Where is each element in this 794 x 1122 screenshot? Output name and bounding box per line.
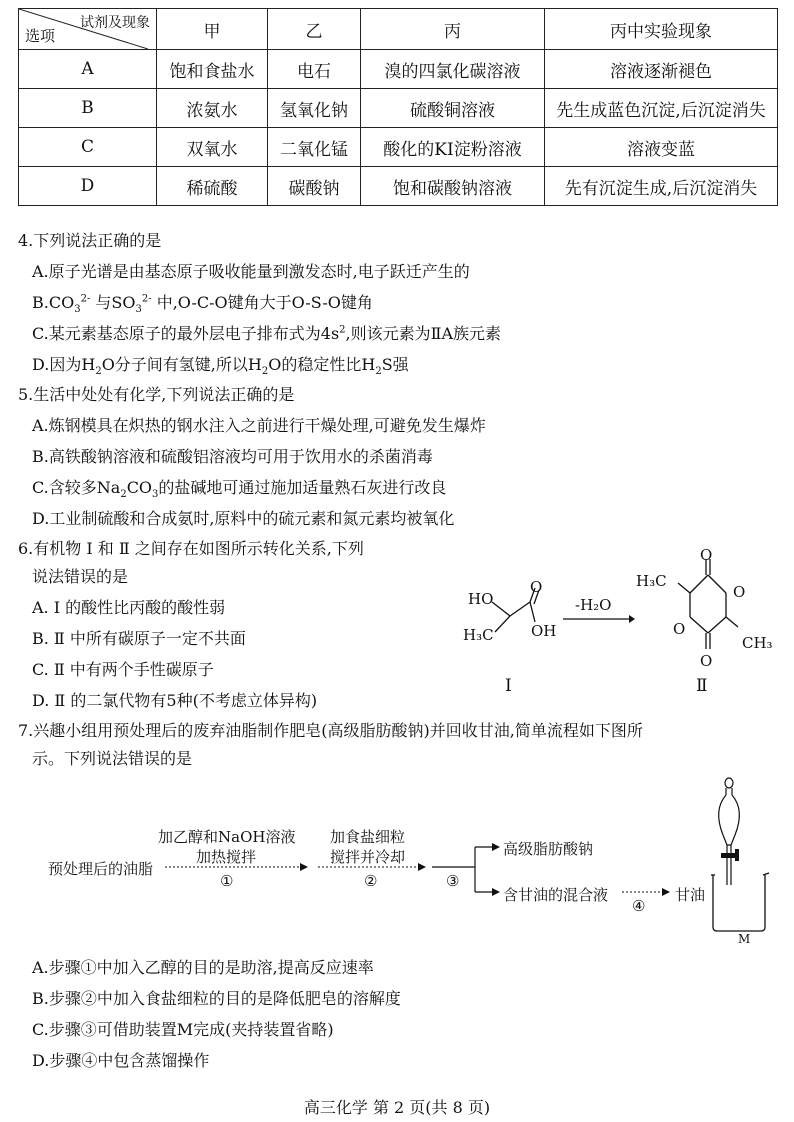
- text: CO: [126, 478, 153, 497]
- q4-option-d: [32, 354, 409, 376]
- superscript: 2: [339, 324, 346, 336]
- text: O的稳定性比H: [268, 355, 376, 374]
- superscript: 2-: [80, 293, 91, 305]
- q7-option-a: A.步骤①中加入乙醇的目的是助溶,提高反应速率: [32, 958, 374, 977]
- q5-option-d: D.工业制硫酸和合成氨时,原料中的硫元素和氮元素均被氧化: [32, 509, 455, 528]
- q4-option-a: A.原子光谱是由基态原子吸收能量到激发态时,电子跃迁产生的: [32, 262, 470, 281]
- text: S强: [381, 355, 409, 374]
- flow-step1-reagent: 加乙醇和NaOH溶液: [158, 828, 296, 846]
- table-cell: 电石: [268, 50, 361, 89]
- flow-step3-number: ③: [446, 872, 460, 890]
- q6-option-c: C. Ⅱ 中有两个手性碳原子: [32, 660, 214, 679]
- text: B.CO: [32, 293, 75, 312]
- q6-stem-2: 说法错误的是: [32, 567, 129, 586]
- flow-output-soap: 高级脂肪酸钠: [503, 840, 594, 858]
- mol2-o-bottom: O: [700, 652, 713, 670]
- header-cell: 甲: [157, 9, 268, 50]
- text: C.某元素基态原子的最外层电子排布式为4s: [32, 324, 340, 343]
- table-cell: 酸化的KI淀粉溶液: [361, 128, 545, 167]
- q6-option-b: B. Ⅱ 中所有碳原子一定不共面: [32, 629, 246, 648]
- q4-option-b: [32, 292, 373, 314]
- table-cell: 双氧水: [157, 128, 268, 167]
- text: 与SO: [90, 293, 136, 312]
- text: O分子间有氢键,所以H: [101, 355, 262, 374]
- q5-option-b: B.高铁酸钠溶液和硫酸铝溶液均可用于饮用水的杀菌消毒: [32, 447, 433, 466]
- structure-II-bonds: [640, 545, 790, 685]
- flow-step1-number: ①: [220, 872, 234, 890]
- flow-arrows: [0, 800, 794, 950]
- table-cell: 溶液变蓝: [545, 128, 778, 167]
- table-cell: A: [19, 50, 157, 89]
- flow-end: 甘油: [675, 886, 706, 904]
- table-cell: 溶液逐渐褪色: [545, 50, 778, 89]
- q7-stem-1: 7.兴趣小组用预处理后的废弃油脂制作肥皂(高级脂肪酸钠)并回收甘油,简单流程如下图所: [18, 721, 643, 740]
- table-cell: B: [19, 89, 157, 128]
- flow-step2-number: ②: [364, 872, 378, 890]
- q5-option-c: [32, 477, 446, 499]
- q6-option-a: A. Ⅰ 的酸性比丙酸的酸性弱: [32, 598, 226, 617]
- mol1-oh: OH: [531, 622, 557, 640]
- header-reagents-label: 试剂及现象: [80, 15, 150, 31]
- q5-stem: 5.生活中处处有化学,下列说法正确的是: [18, 385, 295, 404]
- table-cell: 溴的四氯化碳溶液: [361, 50, 545, 89]
- mol2-o-top: O: [700, 546, 713, 564]
- subscript: 2: [261, 366, 269, 378]
- table-cell: 稀硫酸: [157, 167, 268, 206]
- reagent-table: [18, 8, 778, 206]
- header-option-label: 选项: [25, 27, 56, 45]
- flow-start: 预处理后的油脂: [48, 860, 154, 878]
- table-cell: 饱和碳酸钠溶液: [361, 167, 545, 206]
- mol2-o-right: O: [733, 583, 746, 601]
- subscript: 3: [152, 489, 159, 501]
- table-cell: 先有沉淀生成,后沉淀消失: [545, 167, 778, 206]
- flow-output-mixture: 含甘油的混合液: [503, 886, 609, 904]
- q5-option-a: A.炼钢模具在炽热的钢水注入之前进行干燥处理,可避免发生爆炸: [32, 416, 486, 435]
- q7-option-d: D.步骤④中包含蒸馏操作: [32, 1051, 210, 1070]
- table-cell: C: [19, 128, 157, 167]
- mol2-o-left: O: [673, 620, 686, 638]
- text: 中,O-C-O键角大于O-S-O键角: [151, 293, 373, 312]
- subscript: 2: [120, 489, 127, 501]
- reaction-arrow-icon: [563, 612, 635, 626]
- header-cell: 丙: [361, 9, 545, 50]
- separatory-funnel-icon: [705, 775, 785, 935]
- mol1-ho: HO: [468, 590, 494, 608]
- table-cell: 碳酸钠: [268, 167, 361, 206]
- subscript: 2: [375, 366, 382, 378]
- header-cell: 丙中实验现象: [545, 9, 778, 50]
- table-row: [19, 50, 778, 89]
- superscript: 2-: [141, 293, 152, 305]
- mol1-o: O: [530, 578, 543, 596]
- table-cell: 先生成蓝色沉淀,后沉淀消失: [545, 89, 778, 128]
- table-cell: 浓氨水: [157, 89, 268, 128]
- subscript: 2: [95, 366, 102, 378]
- q7-stem-2: 示。下列说法错误的是: [32, 749, 193, 768]
- q7-option-c: C.步骤③可借助装置M完成(夹持装置省略): [32, 1020, 334, 1039]
- label-I: Ⅰ: [505, 676, 512, 696]
- arrow-label: -H₂O: [575, 596, 612, 614]
- table-cell: 饱和食盐水: [157, 50, 268, 89]
- mol1-h3c: H₃C: [463, 626, 494, 644]
- table-row: [19, 167, 778, 206]
- q4-stem: 4.下列说法正确的是: [18, 231, 162, 250]
- q6-stem-1: 6.有机物 Ⅰ 和 Ⅱ 之间存在如图所示转化关系,下列: [18, 539, 364, 558]
- q7-option-b: B.步骤②中加入食盐细粒的目的是降低肥皂的溶解度: [32, 989, 401, 1008]
- diagonal-header-cell: [19, 9, 157, 50]
- table-row: [19, 128, 778, 167]
- text: 的盐碱地可通过施加适量熟石灰进行改良: [158, 478, 447, 497]
- table-cell: 氢氧化钠: [268, 89, 361, 128]
- apparatus-label: M: [738, 932, 751, 946]
- header-cell: 乙: [268, 9, 361, 50]
- text: C.含较多Na: [32, 478, 121, 497]
- flow-step4-number: ④: [632, 897, 646, 915]
- text: ,则该元素为ⅡA族元素: [345, 324, 502, 343]
- mol2-h3c: H₃C: [636, 572, 667, 590]
- table-cell: 硫酸铜溶液: [361, 89, 545, 128]
- mol2-ch3: CH₃: [742, 634, 773, 652]
- table-header-row: [19, 9, 778, 50]
- table-row: [19, 89, 778, 128]
- label-II: Ⅱ: [696, 676, 708, 696]
- page-footer: 高三化学 第 2 页(共 8 页): [303, 1098, 491, 1117]
- q6-option-d: D. Ⅱ 的二氯代物有5种(不考虑立体异构): [32, 691, 318, 710]
- subscript: 3: [74, 304, 81, 316]
- subscript: 3: [135, 304, 142, 316]
- table-cell: D: [19, 167, 157, 206]
- flow-step1-condition: 加热搅拌: [196, 848, 257, 866]
- table-cell: 二氧化锰: [268, 128, 361, 167]
- q4-option-c: [32, 323, 501, 345]
- text: D.因为H: [32, 355, 96, 374]
- flow-step2-condition: 搅拌并冷却: [330, 848, 406, 866]
- flow-step2-reagent: 加食盐细粒: [330, 828, 406, 846]
